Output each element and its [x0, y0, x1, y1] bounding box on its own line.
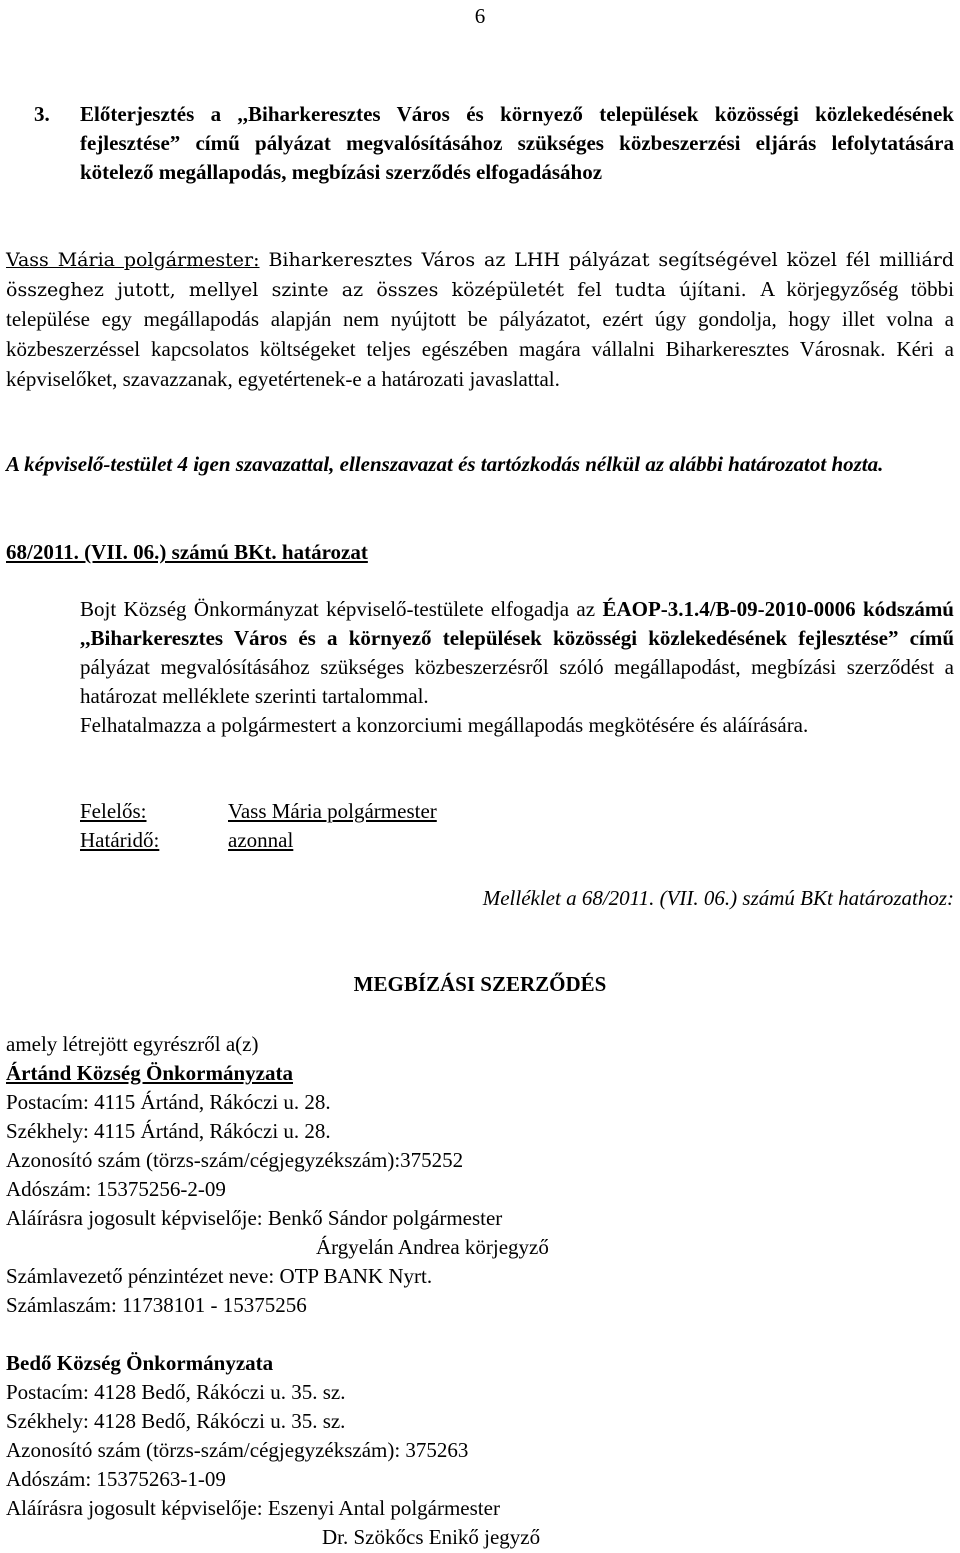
party2-name: Bedő Község Önkormányzata — [6, 1351, 274, 1375]
deadline-label: Határidő: — [80, 828, 160, 852]
responsible-value: Vass Mária polgármester — [228, 799, 437, 823]
resolution-project-code: ÉAOP-3.1.4/B-09-2010-0006 kódszámú ,,Biharkeresztes Város és a környező települések közösségi közlekedésének fejlesztése” című — [80, 597, 954, 650]
party2-block — [6, 1349, 540, 1552]
agenda-item-number: 3. — [34, 102, 50, 126]
speaker-name: Vass Mária polgármester: — [6, 249, 260, 271]
speaker-paragraph — [6, 246, 954, 395]
vote-result: A képviselő-testület 4 igen szavazattal, ellenszavazat és tartózkodás nélkül az alábbi határozatot hozta. — [6, 452, 884, 476]
resolution-id: 68/2011. (VII. 06.) számú BKt. határozat — [6, 540, 368, 564]
party1-name: Ártánd Község Önkormányzata — [6, 1061, 293, 1085]
contract-title-text: MEGBÍZÁSI SZERZŐDÉS — [353, 972, 607, 996]
resolution-authorization: Felhatalmazza a polgármestert a konzorciumi megállapodás megkötésére és aláírására. — [80, 713, 809, 737]
party1-account: Számlaszám: 11738101 - 15375256 — [6, 1293, 307, 1317]
page-number: 6 — [474, 4, 486, 28]
party1-block — [6, 1030, 549, 1320]
resolution-rest: pályázat megvalósításához szükséges közbeszerzésről szóló megállapodást, megbízási szerződést a határozat melléklete szerinti tartalommal. — [80, 655, 954, 708]
party2-id: Azonosító szám (törzs-szám/cégjegyzékszám): 375263 — [6, 1438, 469, 1462]
party2-seat: Székhely: 4128 Bedő, Rákóczi u. 35. sz. — [6, 1409, 346, 1433]
responsible-table — [80, 797, 437, 855]
annex-heading: Melléklet a 68/2011. (VII. 06.) számú BKt határozathoz: — [482, 886, 954, 910]
party2-postal: Postacím: 4128 Bedő, Rákóczi u. 35. sz. — [6, 1380, 346, 1404]
agenda-item-title: Előterjesztés a ,,Biharkeresztes Város és környező települések közösségi közlekedésének fejlesztése” című pályázat megvalósításához szükséges közbeszerzési eljárás lefolytatására kötelező megállapodás, megbízási szerződés elfogadásához — [80, 102, 954, 184]
party1-bank: Számlavezető pénzintézet neve: OTP BANK Nyrt. — [6, 1264, 433, 1288]
contract-title — [0, 970, 960, 999]
responsible-label: Felelős: — [80, 799, 147, 823]
deadline-value: azonnal — [228, 828, 294, 852]
speaker-text-part2: A körjegyzőség többi települése egy megállapodás alapján nem nyújtott be pályázatot, ezért úgy gondolja, hogy illet volna a közbeszerzéssel kapcsolatos költségeket teljes egészében magára vállalni Biharkeresztes Városnak. Kéri a képviselőket, szavazzanak, egyetértenek-e a határozati javaslattal. — [6, 277, 955, 391]
party2-signatory2: Dr. Szökőcs Enikő jegyző — [322, 1525, 541, 1549]
party1-signatory: Aláírásra jogosult képviselője: Benkő Sándor polgármester — [6, 1206, 503, 1230]
party1-postal: Postacím: 4115 Ártánd, Rákóczi u. 28. — [6, 1090, 331, 1114]
resolution-intro: Bojt Község Önkormányzat képviselő-testülete elfogadja az — [80, 597, 603, 621]
party1-signatory2: Árgyelán Andrea körjegyző — [316, 1235, 549, 1259]
party2-signatory: Aláírásra jogosult képviselője: Eszenyi Antal polgármester — [6, 1496, 500, 1520]
party1-seat: Székhely: 4115 Ártánd, Rákóczi u. 28. — [6, 1119, 331, 1143]
contract-intro: amely létrejött egyrészről a(z) — [6, 1032, 259, 1056]
party1-tax: Adószám: 15375256-2-09 — [6, 1177, 226, 1201]
party2-tax: Adószám: 15375263-1-09 — [6, 1467, 226, 1491]
party1-id: Azonosító szám (törzs-szám/cégjegyzékszám):375252 — [6, 1148, 464, 1172]
resolution-body — [80, 595, 954, 740]
speaker-text-part1: Biharkeresztes Város az LHH pályázat segítségével közel fél milliárd összeghez jutott, mellyel szinte az összes középületét fel tudta újítani. — [6, 249, 955, 301]
